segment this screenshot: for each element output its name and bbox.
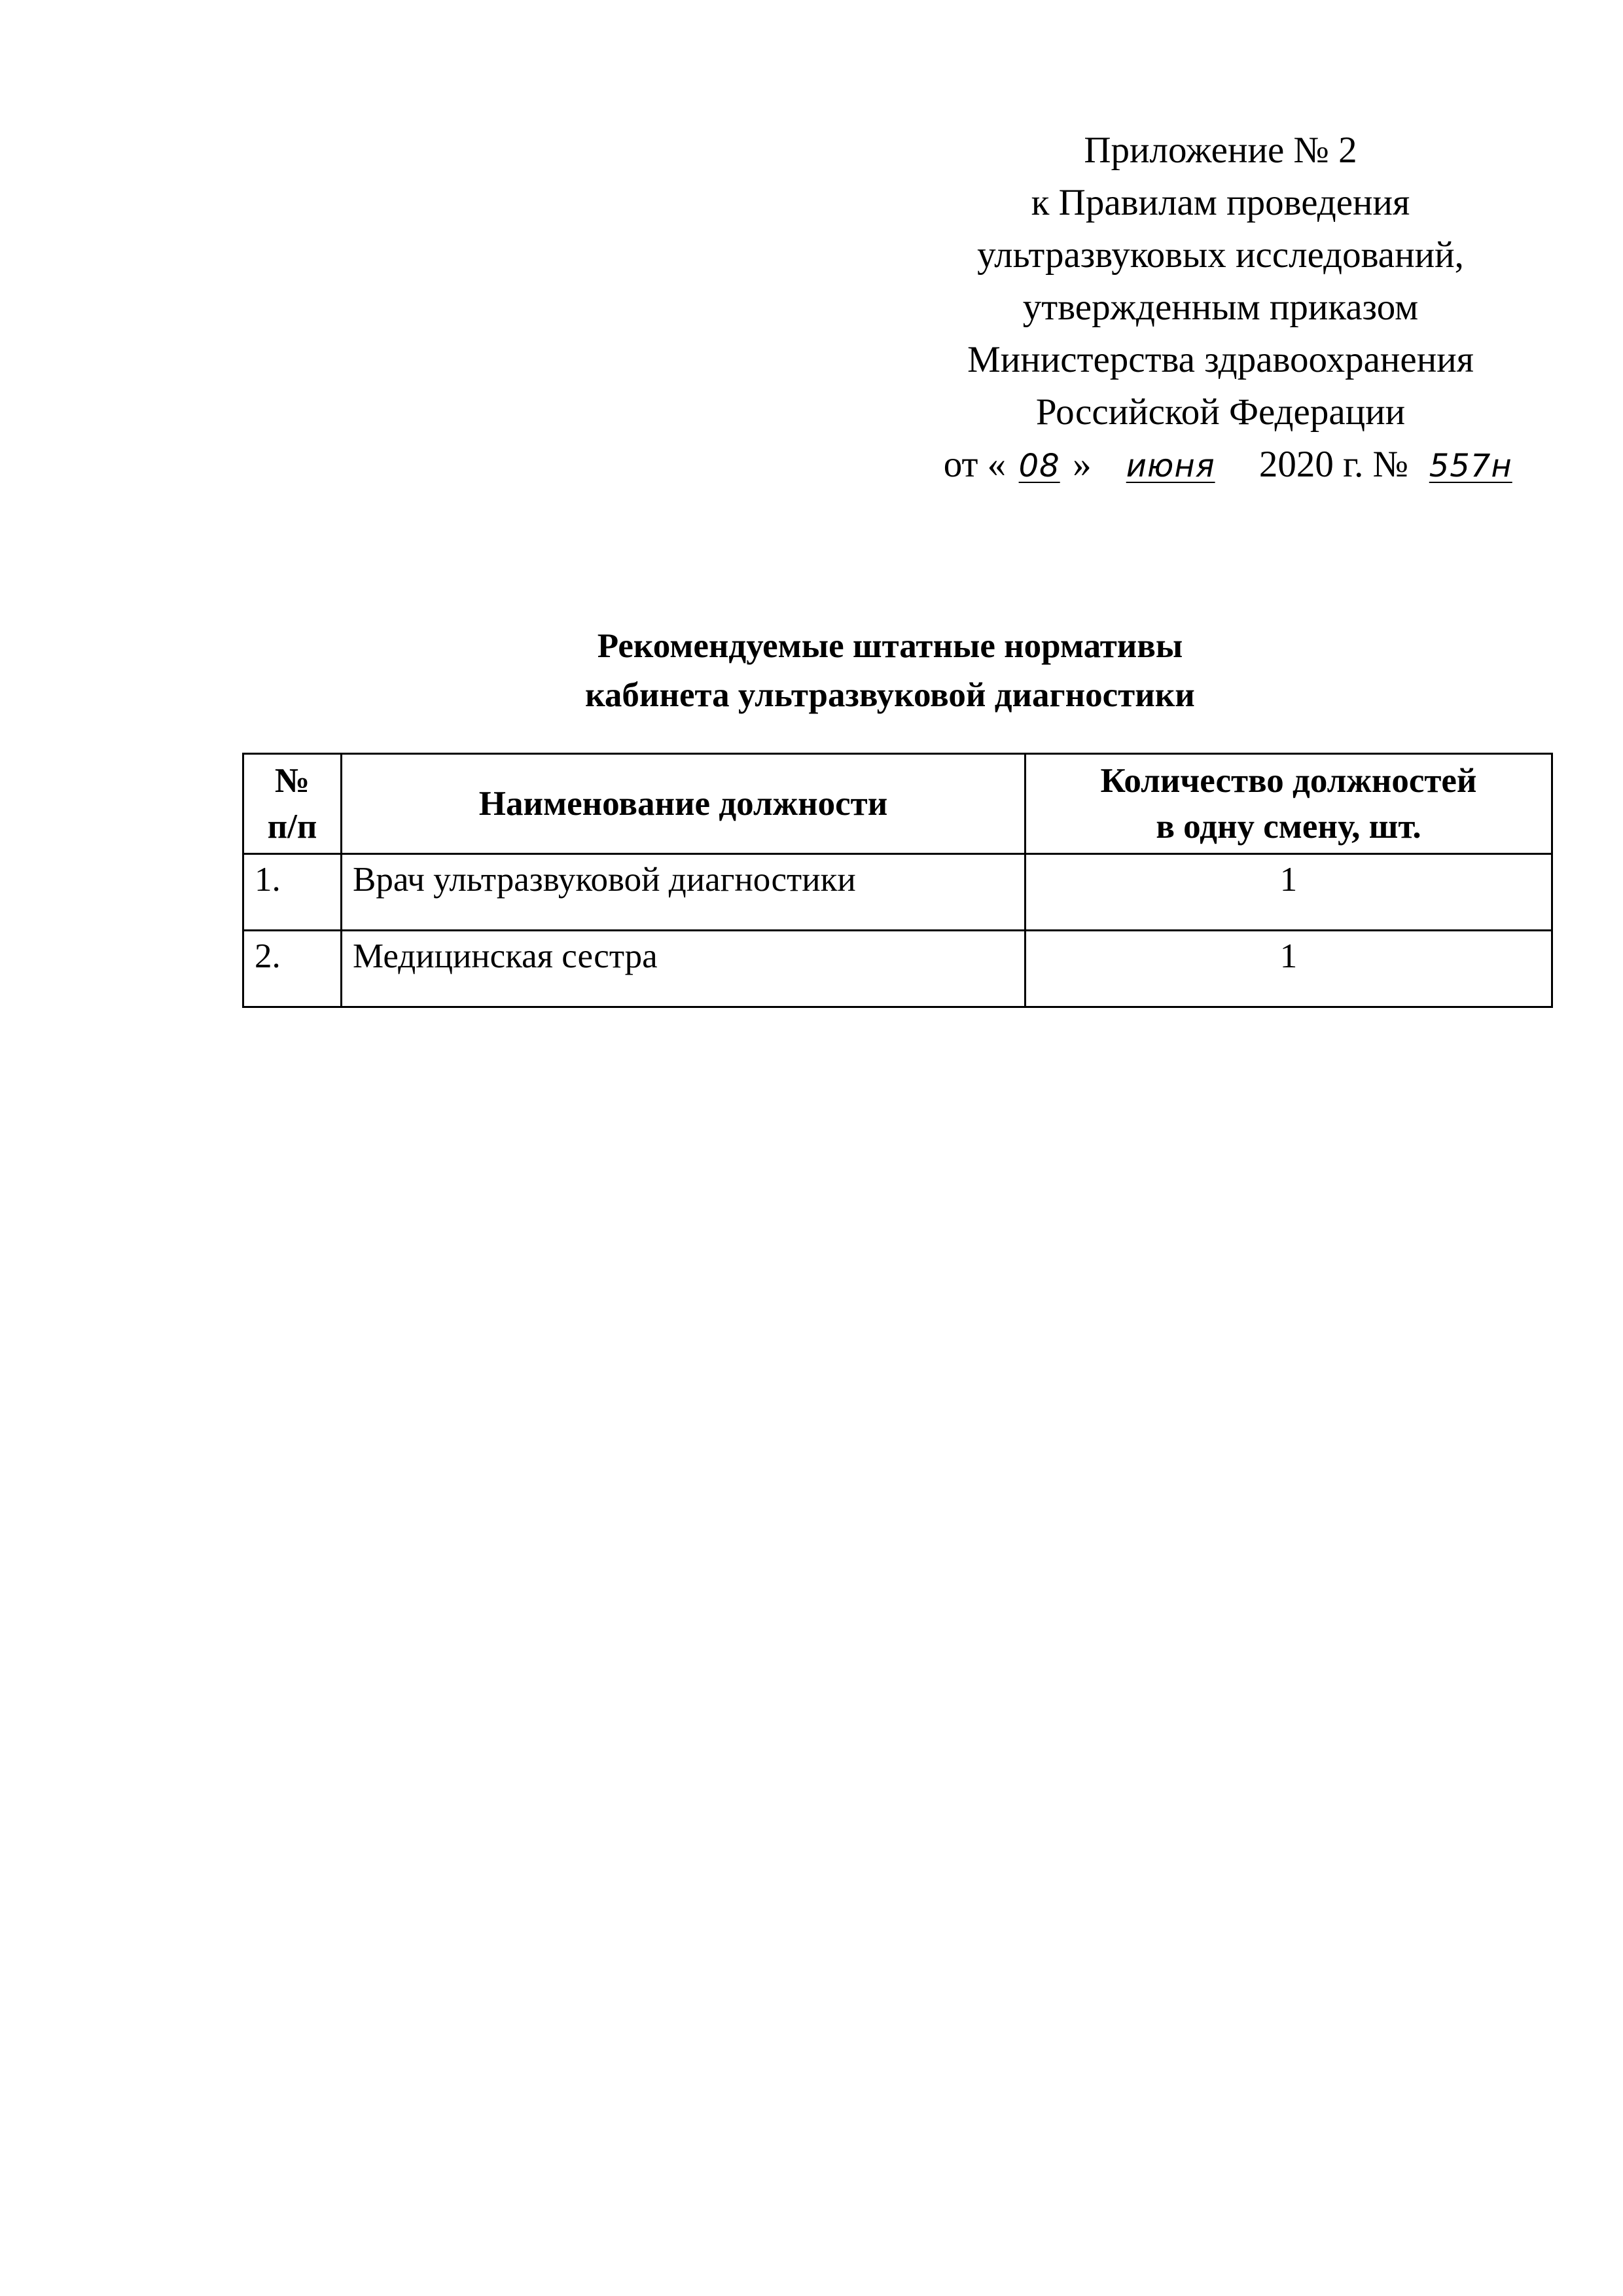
table-row (243, 931, 1552, 1007)
appendix-line: утвержденным приказом (1022, 287, 1419, 328)
order-date-line (942, 439, 1525, 492)
appendix-line: Российской Федерации (1035, 391, 1406, 433)
table-row (243, 854, 1552, 931)
appendix-line: к Правилам проведения (1031, 182, 1410, 223)
appendix-header (916, 124, 1525, 492)
row-number: 2. (243, 931, 342, 1007)
row-count: 1 (1026, 931, 1552, 1007)
header-number-line-1: № (274, 762, 310, 800)
title-line-1: Рекомендуемые штатные нормативы (597, 627, 1183, 665)
document-title (249, 622, 1531, 720)
header-number (243, 754, 342, 854)
row-position-name: Медицинская сестра (342, 931, 1026, 1007)
order-number-handwritten: 557н (1429, 448, 1512, 484)
appendix-line: Приложение № 2 (1084, 130, 1357, 171)
appendix-line: Министерства здравоохранения (967, 339, 1474, 380)
order-quote-close: » (1073, 444, 1092, 485)
order-month-handwritten: июня (1126, 448, 1215, 484)
row-count: 1 (1026, 854, 1552, 931)
order-year-text: 2020 г. № (1258, 444, 1408, 485)
header-count-line-1: Количество должностей (1100, 762, 1477, 800)
row-number: 1. (243, 854, 342, 931)
title-line-2: кабинета ультразвуковой диагностики (585, 676, 1195, 714)
header-number-line-2: п/п (267, 808, 317, 846)
header-count-line-2: в одну смену, шт. (1156, 808, 1421, 846)
header-position-name: Наименование должности (342, 754, 1026, 854)
appendix-line: ультразвуковых исследований, (977, 234, 1464, 276)
table-header-row (243, 754, 1552, 854)
staffing-table (242, 753, 1553, 1008)
header-count (1026, 754, 1552, 854)
order-prefix: от « (943, 444, 1007, 485)
order-day-handwritten: 08 (1018, 448, 1060, 484)
row-position-name: Врач ультразвуковой диагностики (342, 854, 1026, 931)
